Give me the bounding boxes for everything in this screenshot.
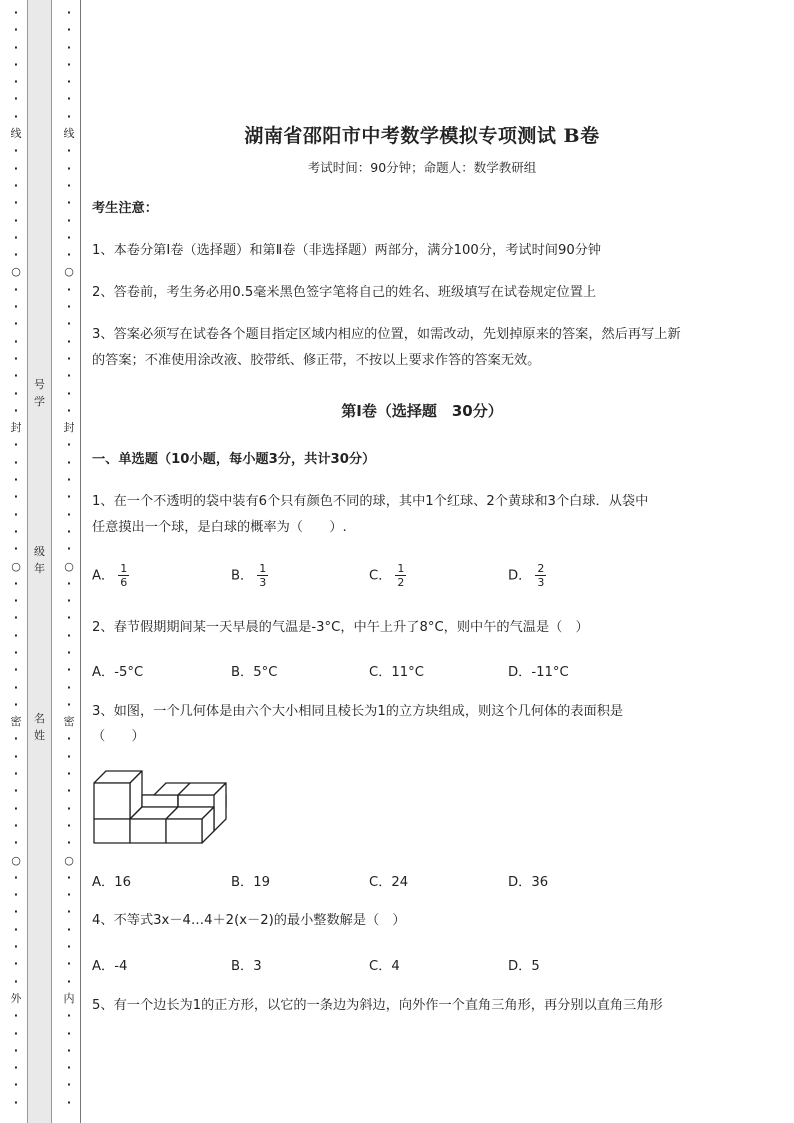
option-a[interactable]: A．16: [92, 875, 131, 890]
fraction-numerator: 1: [397, 562, 405, 575]
binding-dot: ·: [13, 645, 19, 659]
field-char: 年: [34, 562, 45, 575]
cube-face: [94, 783, 130, 819]
binding-dot: ·: [13, 92, 19, 106]
question-3-text: （ ）: [92, 729, 145, 744]
binding-dot: ·: [13, 334, 19, 348]
binding-dot: ·: [66, 663, 72, 677]
fraction-numerator: 1: [120, 562, 128, 575]
page-subtitle: 考试时间：90分钟；命题人：数学教研组: [307, 160, 537, 175]
binding-dot: ·: [66, 870, 72, 884]
binding-dot: ·: [66, 161, 72, 175]
binding-dot: ·: [66, 680, 72, 694]
binding-dot: ·: [66, 282, 72, 296]
binding-dot: ·: [66, 940, 72, 954]
binding-dot: ·: [13, 1095, 19, 1109]
fraction: [535, 562, 546, 589]
binding-dot: ·: [13, 230, 19, 244]
binding-marker: 外: [10, 991, 22, 1005]
cube-face: [94, 819, 130, 843]
binding-dot: ·: [66, 1043, 72, 1057]
binding-dot: ·: [13, 144, 19, 158]
binding-dot: ·: [13, 922, 19, 936]
binding-dot: ·: [66, 697, 72, 711]
cube-face: [142, 795, 178, 807]
binding-dot: ·: [66, 403, 72, 417]
binding-dot: ·: [13, 248, 19, 262]
fraction: [118, 562, 129, 589]
question-1-text: 任意摸出一个球，是白球的概率为（ ）.: [92, 520, 347, 535]
option-label: D．: [508, 568, 532, 584]
binding-dot: ·: [66, 801, 72, 815]
binding-dot: ·: [66, 369, 72, 383]
binding-dot: ·: [13, 801, 19, 815]
binding-dot: ·: [66, 524, 72, 538]
notice-item: 1、本卷分第I卷（选择题）和第Ⅱ卷（非选择题）两部分，满分100分，考试时间90分钟: [92, 243, 602, 258]
binding-dot: ·: [13, 196, 19, 210]
binding-dot: ·: [13, 386, 19, 400]
binding-dot: ·: [66, 248, 72, 262]
option-c[interactable]: C．4: [369, 959, 400, 974]
binding-dot: ·: [13, 369, 19, 383]
option-a[interactable]: A．-4: [92, 959, 128, 974]
binding-dot: ·: [13, 680, 19, 694]
binding-dot: ·: [13, 1026, 19, 1040]
cube-face: [130, 819, 166, 843]
binding-dot: ·: [66, 542, 72, 556]
binding-margin: [0, 0, 86, 1123]
binding-dot: ·: [66, 974, 72, 988]
binding-dot: ·: [13, 818, 19, 832]
binding-dot: ·: [13, 697, 19, 711]
binding-dot: ·: [66, 6, 72, 19]
fraction-denominator: 3: [537, 576, 545, 589]
binding-dot: ·: [66, 836, 72, 850]
binding-dot: ·: [13, 524, 19, 538]
notice-item: 的答案；不准使用涂改液、胶带纸、修正带，不按以上要求作答的答案无效。: [92, 353, 541, 368]
binding-dot: ·: [13, 473, 19, 487]
binding-dot: ·: [13, 905, 19, 919]
option-label: C．: [369, 568, 392, 584]
binding-dot: ·: [66, 473, 72, 487]
fraction: [257, 562, 268, 589]
option-b[interactable]: [231, 562, 268, 589]
binding-dot: ·: [13, 888, 19, 902]
binding-marker: 线: [10, 127, 22, 141]
binding-marker: ○: [11, 853, 21, 867]
cube-solid-figure: [92, 765, 232, 847]
fraction: [395, 562, 406, 589]
option-a[interactable]: [92, 562, 129, 589]
binding-dot: ·: [13, 749, 19, 763]
binding-dot: ·: [13, 161, 19, 175]
binding-dot: ·: [66, 888, 72, 902]
binding-marker: ○: [64, 853, 74, 867]
binding-dot: ·: [13, 23, 19, 37]
binding-dot: ·: [66, 818, 72, 832]
field-char: 姓: [34, 729, 45, 742]
fraction-numerator: 1: [259, 562, 267, 575]
binding-dot: ·: [66, 92, 72, 106]
binding-dot: ·: [13, 940, 19, 954]
class-field-label: [27, 543, 52, 577]
binding-dot: ·: [66, 334, 72, 348]
binding-dot: ·: [66, 57, 72, 71]
name-field-label: [27, 710, 52, 744]
binding-dot: ·: [13, 57, 19, 71]
option-c[interactable]: [369, 562, 406, 589]
binding-dot: ·: [13, 663, 19, 677]
binding-dot: ·: [66, 905, 72, 919]
binding-dot: ·: [66, 1009, 72, 1023]
binding-dot: ·: [13, 784, 19, 798]
binding-dot: ·: [13, 1009, 19, 1023]
binding-dot: ·: [13, 957, 19, 971]
binding-dot: ·: [66, 490, 72, 504]
notice-item: 2、答卷前，考生务必用0.5毫米黑色签字笔将自己的姓名、班级填写在试卷规定位置上: [92, 285, 597, 300]
binding-dot: ·: [13, 1043, 19, 1057]
option-d[interactable]: D．36: [508, 875, 549, 890]
binding-dot: ·: [66, 1061, 72, 1075]
option-c[interactable]: C．11°C: [369, 665, 424, 680]
binding-dot: ·: [66, 213, 72, 227]
binding-dot: ·: [66, 645, 72, 659]
binding-dot: ·: [13, 438, 19, 452]
binding-marker: ○: [11, 265, 21, 279]
binding-dot: ·: [66, 1095, 72, 1109]
binding-dot: ·: [13, 317, 19, 331]
binding-dot: ·: [66, 40, 72, 54]
field-char: 级: [34, 545, 45, 558]
binding-dot: ·: [13, 576, 19, 590]
binding-dot: ·: [66, 75, 72, 89]
question-1-text: 1、在一个不透明的袋中装有6个只有颜色不同的球，其中1个红球、2个黄球和3个白球．从袋中: [92, 494, 649, 509]
binding-dot: ·: [13, 490, 19, 504]
fraction-numerator: 2: [537, 562, 545, 575]
binding-dot: ·: [66, 109, 72, 123]
binding-dot: ·: [66, 23, 72, 37]
binding-dot: ·: [66, 957, 72, 971]
option-b[interactable]: B．5°C: [231, 665, 278, 680]
binding-dot: ·: [13, 732, 19, 746]
option-label: B．: [231, 568, 254, 584]
binding-dot: ·: [13, 40, 19, 54]
binding-dot: ·: [66, 576, 72, 590]
binding-dot: ·: [13, 300, 19, 314]
notice-item: 3、答案必须写在试卷各个题目指定区域内相应的位置，如需改动，先划掉原来的答案，然后再写上新: [92, 327, 681, 342]
binding-dot: ·: [66, 611, 72, 625]
binding-dot: ·: [66, 455, 72, 469]
fraction-denominator: 2: [397, 576, 405, 589]
question-3-text: 3、如图，一个几何体是由六个大小相同且棱长为1的立方块组成，则这个几何体的表面积是: [92, 704, 624, 719]
binding-dot: ·: [13, 282, 19, 296]
binding-dot: ·: [13, 611, 19, 625]
binding-marker: 内: [63, 991, 75, 1005]
binding-dot: ·: [13, 767, 19, 781]
binding-marker: ○: [64, 559, 74, 573]
binding-dot: ·: [13, 1061, 19, 1075]
field-char: 学: [34, 395, 45, 408]
binding-dot: ·: [13, 455, 19, 469]
question-5-text: 5、有一个边长为1的正方形，以它的一条边为斜边，向外作一个直角三角形，再分别以直角三角形: [92, 998, 663, 1013]
binding-dot: ·: [13, 628, 19, 642]
binding-dot: ·: [13, 351, 19, 365]
notice-heading: 考生注意：: [92, 201, 158, 216]
binding-dot: ·: [66, 196, 72, 210]
binding-dot: ·: [66, 386, 72, 400]
binding-dot: ·: [66, 230, 72, 244]
binding-marker: ○: [64, 265, 74, 279]
binding-dot: ·: [13, 870, 19, 884]
binding-dot: ·: [66, 300, 72, 314]
binding-dot: ·: [66, 922, 72, 936]
fraction-denominator: 3: [259, 576, 267, 589]
binding-dot: ·: [13, 1078, 19, 1092]
binding-marker: ○: [11, 559, 21, 573]
question-2-text: 2、春节假期期间某一天早晨的气温是-3°C，中午上升了8°C，则中午的气温是（ ）: [92, 620, 589, 635]
option-d[interactable]: D．-11°C: [508, 665, 569, 680]
binding-marker: 封: [63, 421, 75, 435]
binding-dot: ·: [13, 75, 19, 89]
student-number-field-label: [27, 376, 52, 410]
field-char: 号: [34, 378, 45, 391]
option-b[interactable]: B．3: [231, 959, 262, 974]
binding-dot: ·: [13, 542, 19, 556]
cube-face: [166, 819, 202, 843]
binding-cut-line: [80, 0, 81, 1123]
option-b[interactable]: B．19: [231, 875, 271, 890]
option-label: A．: [92, 568, 115, 584]
binding-marker: 封: [10, 421, 22, 435]
fraction-denominator: 6: [120, 576, 128, 589]
binding-dot: ·: [66, 144, 72, 158]
binding-dot: ·: [66, 438, 72, 452]
option-a[interactable]: A．-5°C: [92, 665, 144, 680]
binding-dot: ·: [13, 974, 19, 988]
option-d[interactable]: D．5: [508, 959, 540, 974]
binding-dot: ·: [13, 6, 19, 19]
binding-dot: ·: [13, 213, 19, 227]
binding-dot: ·: [66, 1026, 72, 1040]
binding-dot: ·: [66, 784, 72, 798]
binding-dot: ·: [66, 628, 72, 642]
section-title: 第I卷（选择题 30分）: [341, 402, 503, 420]
binding-dot: ·: [66, 351, 72, 365]
binding-dot: ·: [13, 594, 19, 608]
binding-dot: ·: [66, 594, 72, 608]
binding-dot: ·: [66, 178, 72, 192]
binding-dot: ·: [66, 749, 72, 763]
binding-dot: ·: [66, 732, 72, 746]
option-d[interactable]: [508, 562, 546, 589]
binding-dot: ·: [13, 178, 19, 192]
page-title: 湖南省邵阳市中考数学模拟专项测试 B卷: [244, 125, 600, 147]
binding-dot: ·: [66, 507, 72, 521]
binding-dot: ·: [13, 109, 19, 123]
binding-marker: 线: [63, 127, 75, 141]
binding-dot: ·: [66, 1078, 72, 1092]
question-4-text: 4、不等式3x－4…4＋2(x－2)的最小整数解是（ ）: [92, 913, 406, 928]
binding-dots-right: [63, 4, 75, 1111]
binding-dot: ·: [13, 507, 19, 521]
binding-dot: ·: [13, 403, 19, 417]
field-char: 名: [34, 712, 45, 725]
binding-dot: ·: [66, 767, 72, 781]
binding-dot: ·: [66, 317, 72, 331]
binding-dot: ·: [13, 836, 19, 850]
binding-marker: 密: [63, 715, 75, 729]
binding-marker: 密: [10, 715, 22, 729]
option-c[interactable]: C．24: [369, 875, 409, 890]
binding-dots-left: [10, 4, 22, 1111]
part-heading: 一、单选题（10小题，每小题3分，共计30分）: [92, 452, 376, 467]
